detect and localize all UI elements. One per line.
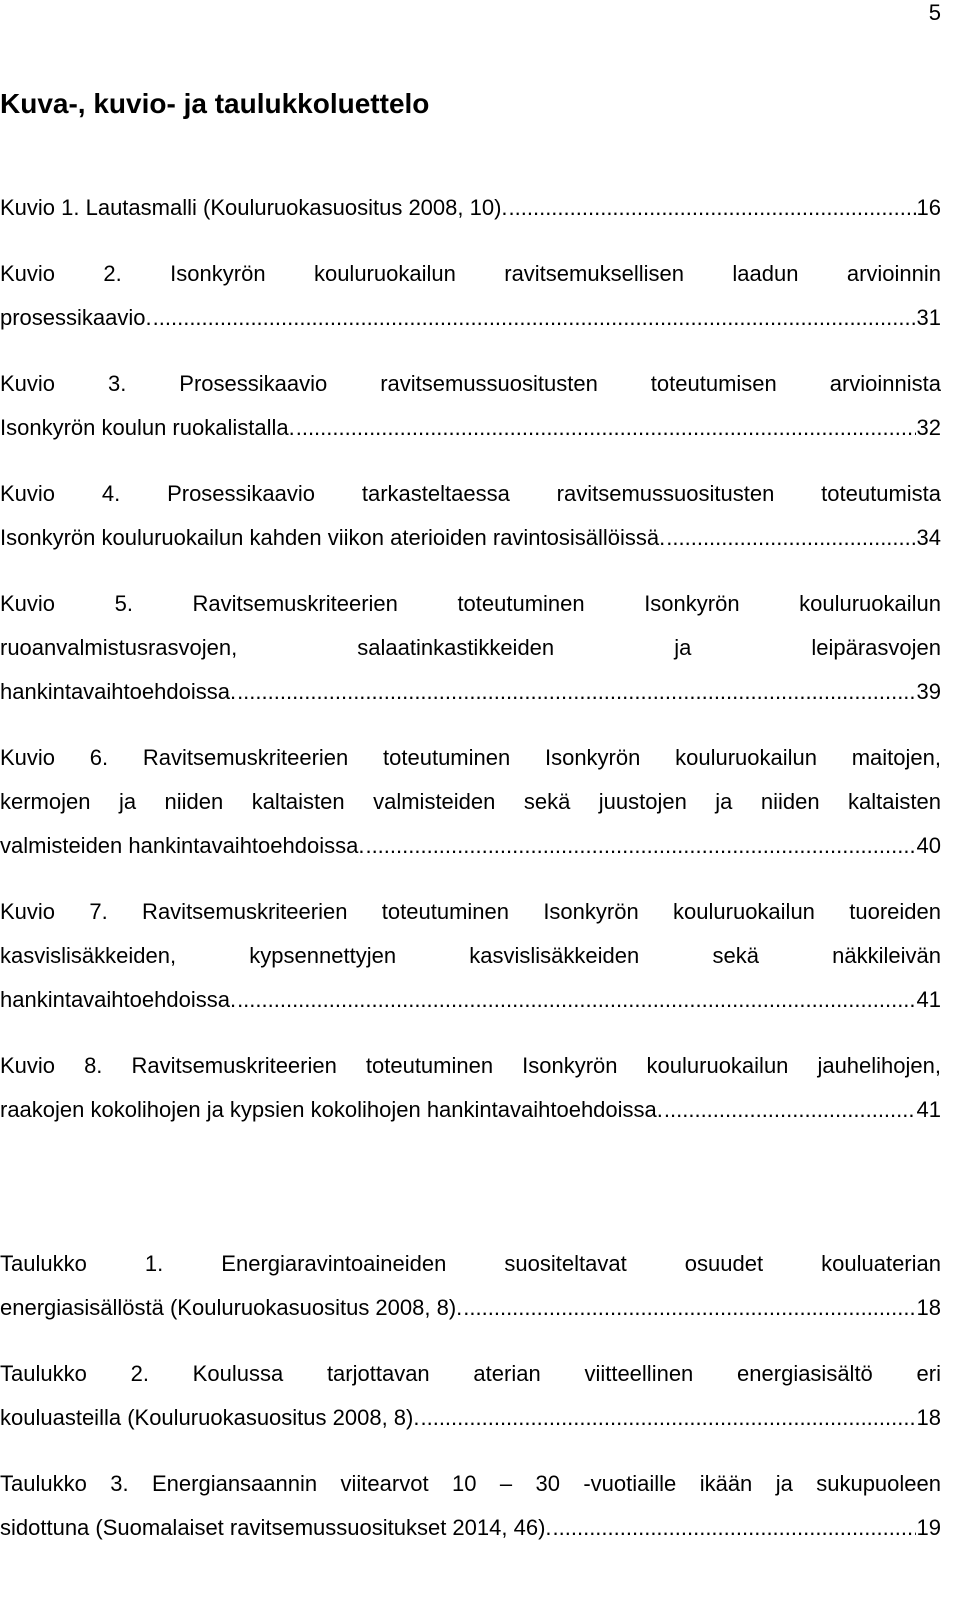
toc-entry-text: raakojen kokolihojen ja kypsien kokolihojen hankintavaihtoehdoissa. [0,1097,663,1122]
leader-dots [509,186,916,230]
toc-entry-last-line [0,1396,941,1440]
leader-dots [553,1506,916,1550]
toc-entry-line: kermojen ja niiden kaltaisten valmisteiden sekä juustojen ja niiden kaltaisten [0,789,941,814]
toc-entry-line: Kuvio 8. Ravitsemuskriteerien toteutuminen Isonkyrön kouluruokailun jauhelihojen, [0,1053,941,1078]
toc-entry-line: kasvislisäkkeiden, kypsennettyjen kasvislisäkkeiden sekä näkkileivän [0,943,941,968]
toc-entry [0,1462,941,1550]
toc-entry [0,736,941,868]
toc-entry-last-line [0,1286,941,1330]
toc-page-number: 41 [916,987,941,1012]
toc-list [0,186,941,1550]
leader-dots [664,1088,916,1132]
toc-entry-text: Isonkyrön koulun ruokalistalla. [0,415,295,440]
page-title: Kuva-, kuvio- ja taulukkoluettelo [0,88,430,119]
leader-dots [420,1396,915,1440]
toc-entry-last-line [0,296,941,340]
leader-dots [237,978,915,1022]
toc-entry-text: hankintavaihtoehdoissa. [0,679,237,704]
toc-entry [0,1352,941,1440]
page-number: 5 [928,0,941,25]
toc-entry-line: Kuvio 3. Prosessikaavio ravitsemussuositusten toteutumisen arvioinnista [0,371,941,396]
toc-entry-line: Kuvio 2. Isonkyrön kouluruokailun ravitsemuksellisen laadun arvioinnin [0,261,941,286]
toc-entry-line: Kuvio 7. Ravitsemuskriteerien toteutuminen Isonkyrön kouluruokailun tuoreiden [0,899,941,924]
toc-entry [0,362,941,450]
toc-entry-line: Kuvio 5. Ravitsemuskriteerien toteutuminen Isonkyrön kouluruokailun [0,591,941,616]
toc-entry [0,252,941,340]
toc-entry-last-line [0,1506,941,1550]
toc-entry-last-line [0,186,941,230]
toc-entry-text: hankintavaihtoehdoissa. [0,987,237,1012]
toc-entry-line: Taulukko 1. Energiaravintoaineiden suositeltavat osuudet kouluaterian [0,1251,941,1276]
toc-entry-line: Taulukko 2. Koulussa tarjottavan aterian viitteellinen energiasisältö eri [0,1361,941,1386]
toc-entry-last-line [0,978,941,1022]
toc-entry [0,890,941,1022]
toc-page-number: 40 [916,833,941,858]
toc-entry-text: energiasisällöstä (Kouluruokasuositus 2008, 8). [0,1295,463,1320]
toc-entry [0,582,941,714]
toc-entry [0,1242,941,1330]
leader-dots [296,406,916,450]
toc-entry-last-line [0,1088,941,1132]
toc-entry [0,472,941,560]
toc-page-number: 18 [916,1405,941,1430]
toc-page-number: 41 [916,1097,941,1122]
toc-entry-text: prosessikaavio. [0,305,152,330]
toc-entry-text: valmisteiden hankintavaihtoehdoissa. [0,833,365,858]
toc-entry [0,1044,941,1132]
leader-dots [365,824,915,868]
toc-page-number: 16 [916,195,941,220]
leader-dots [666,516,915,560]
toc-page-number: 18 [916,1295,941,1320]
toc-entry-line: Kuvio 4. Prosessikaavio tarkasteltaessa ravitsemussuositusten toteutumista [0,481,941,506]
toc-page-number: 39 [916,679,941,704]
toc-entry-last-line [0,670,941,714]
toc-page-number: 31 [916,305,941,330]
toc-entry-line: Kuvio 6. Ravitsemuskriteerien toteutuminen Isonkyrön kouluruokailun maitojen, [0,745,941,770]
leader-dots [237,670,915,714]
toc-entry-last-line [0,406,941,450]
toc-entry-text: kouluasteilla (Kouluruokasuositus 2008, 8). [0,1405,420,1430]
leader-dots [463,1286,915,1330]
toc-entry-text: Isonkyrön kouluruokailun kahden viikon aterioiden ravintosisällöissä. [0,525,666,550]
toc-entry-last-line [0,516,941,560]
toc-page-number: 32 [916,415,941,440]
leader-dots [153,296,916,340]
toc-entry [0,186,941,230]
toc-entry-line: Taulukko 3. Energiansaannin viitearvot 10 – 30 -vuotiaille ikään ja sukupuoleen [0,1471,941,1496]
toc-entry-line: ruoanvalmistusrasvojen, salaatinkastikkeiden ja leipärasvojen [0,635,941,660]
toc-entry-last-line [0,824,941,868]
toc-entry-text: Kuvio 1. Lautasmalli (Kouluruokasuositus 2008, 10). [0,195,508,220]
toc-page-number: 34 [916,525,941,550]
toc-entry-text: sidottuna (Suomalaiset ravitsemussuositukset 2014, 46). [0,1515,552,1540]
toc-page-number: 19 [916,1515,941,1540]
